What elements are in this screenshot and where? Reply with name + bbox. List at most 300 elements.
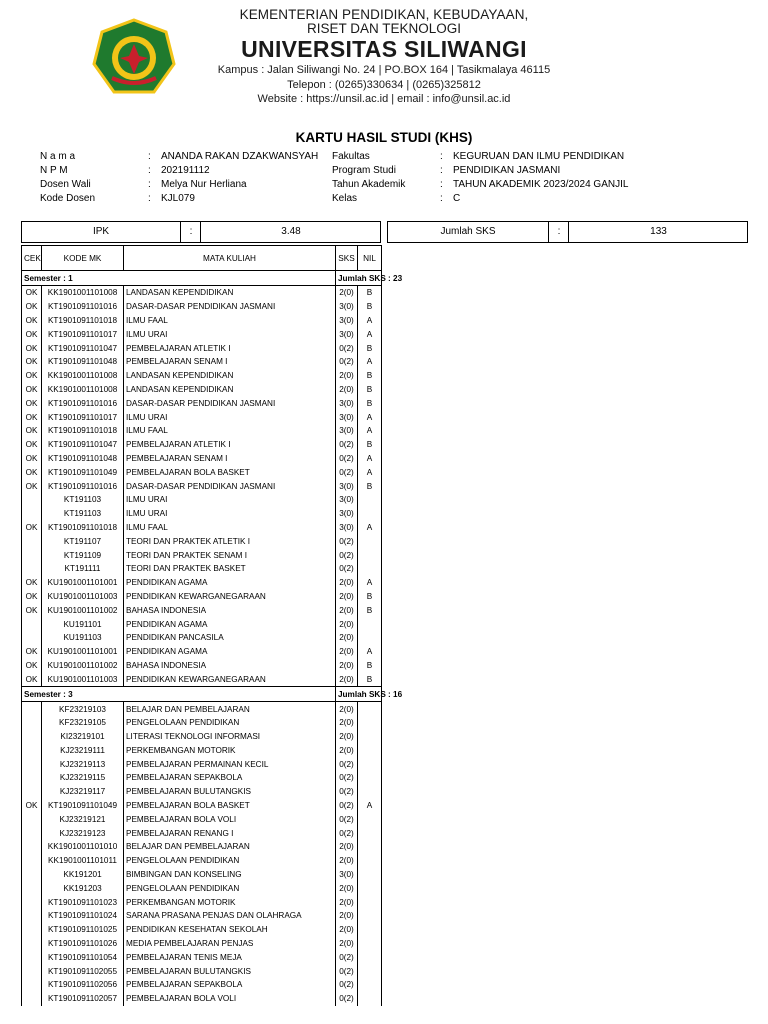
table-row bbox=[22, 396, 382, 410]
nilai-cell: A bbox=[358, 327, 382, 341]
info-label: N P M bbox=[40, 165, 68, 176]
kode-mk-cell: KU191101 bbox=[42, 617, 124, 631]
kode-mk-cell: KU1901001101003 bbox=[42, 672, 124, 686]
semester-header bbox=[22, 687, 382, 702]
table-row bbox=[22, 590, 382, 604]
kode-mk-cell: KT1901091101018 bbox=[42, 521, 124, 535]
info-value: Melya Nur Herliana bbox=[161, 179, 247, 190]
mata-kuliah-cell: PENDIDIKAN KEWARGANEGARAAN bbox=[124, 590, 336, 604]
cek-cell bbox=[22, 534, 42, 548]
sks-cell: 3(0) bbox=[336, 507, 358, 521]
nilai-cell: B bbox=[358, 286, 382, 300]
info-sep: : bbox=[148, 165, 151, 176]
nilai-cell bbox=[358, 631, 382, 645]
mata-kuliah-cell: PERKEMBANGAN MOTORIK bbox=[124, 895, 336, 909]
ministry-line: KEMENTERIAN PENDIDIKAN, KEBUDAYAAN, bbox=[239, 7, 529, 22]
sks-cell: 2(0) bbox=[336, 909, 358, 923]
table-row bbox=[22, 286, 382, 300]
cek-cell bbox=[22, 992, 42, 1006]
nilai-cell: A bbox=[358, 521, 382, 535]
mata-kuliah-cell: ILMU FAAL bbox=[124, 314, 336, 328]
info-label: Program Studi bbox=[332, 165, 396, 176]
mata-kuliah-cell: PEMBELAJARAN SENAM I bbox=[124, 452, 336, 466]
mata-kuliah-cell: PEMBELAJARAN PERMAINAN KECIL bbox=[124, 757, 336, 771]
sks-cell: 3(0) bbox=[336, 396, 358, 410]
kode-mk-cell: KK1901001101011 bbox=[42, 854, 124, 868]
info-sep: : bbox=[148, 151, 151, 162]
table-row bbox=[22, 383, 382, 397]
table-row bbox=[22, 730, 382, 744]
cek-cell: OK bbox=[22, 355, 42, 369]
sks-cell: 0(2) bbox=[336, 992, 358, 1006]
table-row bbox=[22, 757, 382, 771]
nilai-cell: B bbox=[358, 369, 382, 383]
sks-cell: 0(2) bbox=[336, 964, 358, 978]
mata-kuliah-cell: PEMBELAJARAN SEPAKBOLA bbox=[124, 771, 336, 785]
cek-cell: OK bbox=[22, 369, 42, 383]
mata-kuliah-cell: LITERASI TEKNOLOGI INFORMASI bbox=[124, 730, 336, 744]
table-row bbox=[22, 826, 382, 840]
kode-mk-cell: KT1901091101016 bbox=[42, 300, 124, 314]
cek-cell: OK bbox=[22, 576, 42, 590]
cek-cell: OK bbox=[22, 438, 42, 452]
cek-cell bbox=[22, 909, 42, 923]
kode-mk-cell: KJ23219121 bbox=[42, 812, 124, 826]
mata-kuliah-cell: PENDIDIKAN KEWARGANEGARAAN bbox=[124, 672, 336, 686]
mata-kuliah-cell: BAHASA INDONESIA bbox=[124, 603, 336, 617]
table-row bbox=[22, 937, 382, 951]
nilai-cell bbox=[358, 617, 382, 631]
mata-kuliah-cell: DASAR-DASAR PENDIDIKAN JASMANI bbox=[124, 300, 336, 314]
kode-mk-cell: KT1901091102055 bbox=[42, 964, 124, 978]
nilai-cell bbox=[358, 826, 382, 840]
table-row bbox=[22, 923, 382, 937]
info-value: TAHUN AKADEMIK 2023/2024 GANJIL bbox=[453, 179, 629, 190]
semester-label: Semester : 3 bbox=[22, 687, 336, 702]
nilai-cell bbox=[358, 493, 382, 507]
ipk-box bbox=[21, 221, 381, 243]
kode-mk-cell: KU1901001101001 bbox=[42, 645, 124, 659]
info-row bbox=[332, 178, 628, 192]
cek-cell bbox=[22, 617, 42, 631]
nilai-cell bbox=[358, 771, 382, 785]
kode-mk-cell: KF23219105 bbox=[42, 716, 124, 730]
nilai-cell: A bbox=[358, 355, 382, 369]
cek-cell bbox=[22, 978, 42, 992]
cek-cell: OK bbox=[22, 465, 42, 479]
sks-cell: 0(2) bbox=[336, 562, 358, 576]
ipk-sep: : bbox=[180, 222, 201, 242]
cek-cell bbox=[22, 744, 42, 758]
table-row bbox=[22, 355, 382, 369]
table-row bbox=[22, 562, 382, 576]
university-logo bbox=[92, 18, 176, 96]
mata-kuliah-cell: PENDIDIKAN AGAMA bbox=[124, 576, 336, 590]
sks-cell: 0(2) bbox=[336, 341, 358, 355]
table-row bbox=[22, 369, 382, 383]
nilai-cell: B bbox=[358, 672, 382, 686]
kode-mk-cell: KT1901091101016 bbox=[42, 479, 124, 493]
mata-kuliah-cell: PEMBELAJARAN RENANG I bbox=[124, 826, 336, 840]
info-sep: : bbox=[440, 165, 443, 176]
nilai-cell bbox=[358, 562, 382, 576]
cek-cell bbox=[22, 716, 42, 730]
kode-mk-cell: KJ23219113 bbox=[42, 757, 124, 771]
table-row bbox=[22, 300, 382, 314]
nilai-cell: A bbox=[358, 465, 382, 479]
column-header: NIL bbox=[358, 246, 382, 271]
table-row bbox=[22, 964, 382, 978]
nilai-cell: A bbox=[358, 424, 382, 438]
mata-kuliah-cell: TEORI DAN PRAKTEK ATLETIK I bbox=[124, 534, 336, 548]
kode-mk-cell: KT1901091101049 bbox=[42, 465, 124, 479]
sks-cell: 2(0) bbox=[336, 369, 358, 383]
cek-cell bbox=[22, 826, 42, 840]
nilai-cell: A bbox=[358, 314, 382, 328]
student-info-right bbox=[332, 150, 628, 206]
sks-cell: 0(2) bbox=[336, 438, 358, 452]
nilai-cell bbox=[358, 937, 382, 951]
cek-cell bbox=[22, 840, 42, 854]
table-row bbox=[22, 424, 382, 438]
kode-mk-cell: KT1901091101047 bbox=[42, 438, 124, 452]
sks-cell: 0(2) bbox=[336, 355, 358, 369]
kode-mk-cell: KT1901091101018 bbox=[42, 424, 124, 438]
table-row bbox=[22, 465, 382, 479]
table-row bbox=[22, 534, 382, 548]
semester-total: Jumlah SKS : 23 bbox=[336, 271, 382, 286]
mata-kuliah-cell: PEMBELAJARAN BOLA VOLI bbox=[124, 992, 336, 1006]
info-label: N a m a bbox=[40, 151, 76, 162]
table-row bbox=[22, 716, 382, 730]
info-sep: : bbox=[148, 193, 151, 204]
cek-cell: OK bbox=[22, 341, 42, 355]
cek-cell: OK bbox=[22, 410, 42, 424]
cek-cell bbox=[22, 881, 42, 895]
mata-kuliah-cell: PEMBELAJARAN TENIS MEJA bbox=[124, 950, 336, 964]
university-name: UNIVERSITAS SILIWANGI bbox=[241, 36, 527, 62]
info-label: Dosen Wali bbox=[40, 179, 91, 190]
column-header: SKS bbox=[336, 246, 358, 271]
nilai-cell: A bbox=[358, 452, 382, 466]
kode-mk-cell: KT1901091101049 bbox=[42, 799, 124, 813]
nilai-cell bbox=[358, 964, 382, 978]
nilai-cell: A bbox=[358, 645, 382, 659]
kode-mk-cell: KT191107 bbox=[42, 534, 124, 548]
sks-cell: 0(2) bbox=[336, 757, 358, 771]
table-row bbox=[22, 631, 382, 645]
mata-kuliah-cell: SARANA PRASANA PENJAS DAN OLAHRAGA bbox=[124, 909, 336, 923]
sks-cell: 3(0) bbox=[336, 521, 358, 535]
cek-cell: OK bbox=[22, 327, 42, 341]
mata-kuliah-cell: ILMU URAI bbox=[124, 410, 336, 424]
info-sep: : bbox=[440, 193, 443, 204]
sks-label: Jumlah SKS bbox=[440, 226, 496, 237]
cek-cell bbox=[22, 923, 42, 937]
column-header: CEK bbox=[22, 246, 42, 271]
cek-cell: OK bbox=[22, 799, 42, 813]
nilai-cell bbox=[358, 730, 382, 744]
sks-cell: 2(0) bbox=[336, 854, 358, 868]
mata-kuliah-cell: TEORI DAN PRAKTEK SENAM I bbox=[124, 548, 336, 562]
nilai-cell: B bbox=[358, 438, 382, 452]
mata-kuliah-cell: LANDASAN KEPENDIDIKAN bbox=[124, 369, 336, 383]
kode-mk-cell: KT1901091101054 bbox=[42, 950, 124, 964]
kode-mk-cell: KK191203 bbox=[42, 881, 124, 895]
nilai-cell bbox=[358, 854, 382, 868]
table-row bbox=[22, 799, 382, 813]
cek-cell: OK bbox=[22, 521, 42, 535]
sks-cell: 2(0) bbox=[336, 840, 358, 854]
table-row bbox=[22, 327, 382, 341]
mata-kuliah-cell: BELAJAR DAN PEMBELAJARAN bbox=[124, 702, 336, 716]
nilai-cell: A bbox=[358, 410, 382, 424]
mata-kuliah-cell: PEMBELAJARAN BULUTANGKIS bbox=[124, 785, 336, 799]
info-row bbox=[332, 192, 628, 206]
sks-cell: 2(0) bbox=[336, 716, 358, 730]
table-row bbox=[22, 314, 382, 328]
nilai-cell: B bbox=[358, 383, 382, 397]
table-row bbox=[22, 507, 382, 521]
column-header: KODE MK bbox=[42, 246, 124, 271]
mata-kuliah-cell: PEMBELAJARAN BOLA BASKET bbox=[124, 799, 336, 813]
table-row bbox=[22, 576, 382, 590]
website-line: Website : https://unsil.ac.id | email : info@unsil.ac.id bbox=[257, 93, 511, 105]
kode-mk-cell: KK1901001101008 bbox=[42, 383, 124, 397]
nilai-cell bbox=[358, 923, 382, 937]
sks-cell: 3(0) bbox=[336, 493, 358, 507]
sks-cell: 2(0) bbox=[336, 617, 358, 631]
nilai-cell: A bbox=[358, 799, 382, 813]
sks-cell: 3(0) bbox=[336, 424, 358, 438]
mata-kuliah-cell: DASAR-DASAR PENDIDIKAN JASMANI bbox=[124, 396, 336, 410]
mata-kuliah-cell: PEMBELAJARAN BOLA VOLI bbox=[124, 812, 336, 826]
cek-cell bbox=[22, 868, 42, 882]
sks-cell: 0(2) bbox=[336, 548, 358, 562]
kode-mk-cell: KJ23219111 bbox=[42, 744, 124, 758]
kode-mk-cell: KU1901001101002 bbox=[42, 659, 124, 673]
column-header: MATA KULIAH bbox=[124, 246, 336, 271]
mata-kuliah-cell: PEMBELAJARAN BOLA BASKET bbox=[124, 465, 336, 479]
mata-kuliah-cell: ILMU URAI bbox=[124, 327, 336, 341]
table-row bbox=[22, 479, 382, 493]
table-row bbox=[22, 493, 382, 507]
grades-table bbox=[21, 245, 403, 1006]
info-row bbox=[40, 178, 318, 192]
sks-cell: 0(2) bbox=[336, 826, 358, 840]
nilai-cell: B bbox=[358, 396, 382, 410]
table-row bbox=[22, 868, 382, 882]
mata-kuliah-cell: PENGELOLAAN PENDIDIKAN bbox=[124, 716, 336, 730]
table-row bbox=[22, 548, 382, 562]
table-row bbox=[22, 617, 382, 631]
cek-cell bbox=[22, 812, 42, 826]
sks-cell: 0(2) bbox=[336, 534, 358, 548]
info-sep: : bbox=[440, 151, 443, 162]
kode-mk-cell: KK191201 bbox=[42, 868, 124, 882]
table-row bbox=[22, 895, 382, 909]
table-row bbox=[22, 521, 382, 535]
info-row bbox=[40, 150, 318, 164]
sks-cell: 3(0) bbox=[336, 327, 358, 341]
sks-cell: 2(0) bbox=[336, 576, 358, 590]
ministry-line-2: RISET DAN TEKNOLOGI bbox=[306, 21, 462, 36]
nilai-cell bbox=[358, 785, 382, 799]
mata-kuliah-cell: BIMBINGAN DAN KONSELING bbox=[124, 868, 336, 882]
table-row bbox=[22, 992, 382, 1006]
table-row bbox=[22, 410, 382, 424]
nilai-cell: B bbox=[358, 603, 382, 617]
sks-cell: 3(0) bbox=[336, 410, 358, 424]
info-sep: : bbox=[148, 179, 151, 190]
letterhead bbox=[0, 0, 768, 112]
info-label: Fakultas bbox=[332, 151, 370, 162]
cek-cell bbox=[22, 631, 42, 645]
nilai-cell bbox=[358, 840, 382, 854]
nilai-cell bbox=[358, 950, 382, 964]
info-label: Kelas bbox=[332, 193, 358, 204]
mata-kuliah-cell: PENDIDIKAN AGAMA bbox=[124, 645, 336, 659]
kode-mk-cell: KT1901091101025 bbox=[42, 923, 124, 937]
cek-cell: OK bbox=[22, 286, 42, 300]
nilai-cell bbox=[358, 812, 382, 826]
nilai-cell bbox=[358, 881, 382, 895]
kode-mk-cell: KT1901091101018 bbox=[42, 314, 124, 328]
table-row bbox=[22, 645, 382, 659]
mata-kuliah-cell: LANDASAN KEPENDIDIKAN bbox=[124, 383, 336, 397]
nilai-cell bbox=[358, 702, 382, 716]
nilai-cell bbox=[358, 992, 382, 1006]
info-row bbox=[40, 192, 318, 206]
kode-mk-cell: KT1901091101023 bbox=[42, 895, 124, 909]
cek-cell bbox=[22, 562, 42, 576]
cek-cell bbox=[22, 785, 42, 799]
cek-cell: OK bbox=[22, 383, 42, 397]
table-row bbox=[22, 702, 382, 716]
table-row bbox=[22, 950, 382, 964]
nilai-cell bbox=[358, 744, 382, 758]
letterhead-text bbox=[200, 8, 568, 107]
sks-cell: 2(0) bbox=[336, 672, 358, 686]
sks-cell: 3(0) bbox=[336, 314, 358, 328]
kode-mk-cell: KU191103 bbox=[42, 631, 124, 645]
kode-mk-cell: KK1901001101008 bbox=[42, 286, 124, 300]
cek-cell bbox=[22, 964, 42, 978]
sks-cell: 2(0) bbox=[336, 923, 358, 937]
nilai-cell bbox=[358, 868, 382, 882]
sks-cell: 2(0) bbox=[336, 603, 358, 617]
kode-mk-cell: KT1901091102056 bbox=[42, 978, 124, 992]
semester-total: Jumlah SKS : 16 bbox=[336, 687, 382, 702]
mata-kuliah-cell: PEMBELAJARAN ATLETIK I bbox=[124, 341, 336, 355]
cek-cell: OK bbox=[22, 672, 42, 686]
mata-kuliah-cell: ILMU URAI bbox=[124, 507, 336, 521]
nilai-cell: B bbox=[358, 300, 382, 314]
cek-cell bbox=[22, 895, 42, 909]
mata-kuliah-cell: PERKEMBANGAN MOTORIK bbox=[124, 744, 336, 758]
info-value: KJL079 bbox=[161, 193, 195, 204]
campus-address: Kampus : Jalan Siliwangi No. 24 | PO.BOX 164 | Tasikmalaya 46115 bbox=[217, 64, 551, 76]
sks-cell: 3(0) bbox=[336, 300, 358, 314]
kode-mk-cell: KT1901091101017 bbox=[42, 410, 124, 424]
sks-cell: 2(0) bbox=[336, 744, 358, 758]
sks-box bbox=[387, 221, 748, 243]
cek-cell: OK bbox=[22, 452, 42, 466]
info-row bbox=[332, 150, 628, 164]
sks-cell: 2(0) bbox=[336, 645, 358, 659]
kode-mk-cell: KT191111 bbox=[42, 562, 124, 576]
mata-kuliah-cell: PEMBELAJARAN ATLETIK I bbox=[124, 438, 336, 452]
kode-mk-cell: KT191103 bbox=[42, 507, 124, 521]
table-row bbox=[22, 881, 382, 895]
sks-cell: 2(0) bbox=[336, 590, 358, 604]
kode-mk-cell: KT1901091101048 bbox=[42, 452, 124, 466]
cek-cell bbox=[22, 854, 42, 868]
mata-kuliah-cell: PENDIDIKAN PANCASILA bbox=[124, 631, 336, 645]
sks-cell: 2(0) bbox=[336, 631, 358, 645]
mata-kuliah-cell: PEMBELAJARAN BULUTANGKIS bbox=[124, 964, 336, 978]
sks-cell: 2(0) bbox=[336, 383, 358, 397]
kode-mk-cell: KK1901001101010 bbox=[42, 840, 124, 854]
kode-mk-cell: KT1901091101024 bbox=[42, 909, 124, 923]
table-row bbox=[22, 978, 382, 992]
mata-kuliah-cell: BAHASA INDONESIA bbox=[124, 659, 336, 673]
mata-kuliah-cell: PEMBELAJARAN SEPAKBOLA bbox=[124, 978, 336, 992]
info-value: 202191112 bbox=[161, 165, 210, 176]
nilai-cell: B bbox=[358, 479, 382, 493]
sks-cell: 0(2) bbox=[336, 799, 358, 813]
table-row bbox=[22, 438, 382, 452]
semester-header bbox=[22, 271, 382, 286]
sks-cell: 2(0) bbox=[336, 702, 358, 716]
cek-cell bbox=[22, 507, 42, 521]
cek-cell: OK bbox=[22, 659, 42, 673]
sks-cell: 0(2) bbox=[336, 812, 358, 826]
table-row bbox=[22, 341, 382, 355]
mata-kuliah-cell: ILMU FAAL bbox=[124, 521, 336, 535]
nilai-cell: B bbox=[358, 590, 382, 604]
kode-mk-cell: KT1901091101017 bbox=[42, 327, 124, 341]
info-row bbox=[40, 164, 318, 178]
sks-cell: 0(2) bbox=[336, 950, 358, 964]
table-row bbox=[22, 771, 382, 785]
info-value: ANANDA RAKAN DZAKWANSYAH bbox=[161, 151, 319, 162]
mata-kuliah-cell: ILMU FAAL bbox=[124, 424, 336, 438]
nilai-cell: B bbox=[358, 659, 382, 673]
cek-cell bbox=[22, 730, 42, 744]
info-label: Kode Dosen bbox=[40, 193, 96, 204]
sks-value: 133 bbox=[568, 222, 748, 242]
table-row bbox=[22, 812, 382, 826]
cek-cell bbox=[22, 702, 42, 716]
kode-mk-cell: KT191103 bbox=[42, 493, 124, 507]
nilai-cell bbox=[358, 895, 382, 909]
ipk-value: 3.48 bbox=[200, 222, 381, 242]
mata-kuliah-cell: PENGELOLAAN PENDIDIKAN bbox=[124, 854, 336, 868]
kode-mk-cell: KU1901001101003 bbox=[42, 590, 124, 604]
sks-cell: 0(2) bbox=[336, 465, 358, 479]
cek-cell bbox=[22, 757, 42, 771]
kode-mk-cell: KK1901001101008 bbox=[42, 369, 124, 383]
info-row bbox=[332, 164, 628, 178]
kode-mk-cell: KT1901091101016 bbox=[42, 396, 124, 410]
table-row bbox=[22, 452, 382, 466]
kode-mk-cell: KF23219103 bbox=[42, 702, 124, 716]
cek-cell: OK bbox=[22, 396, 42, 410]
sks-cell: 2(0) bbox=[336, 730, 358, 744]
info-label: Tahun Akademik bbox=[332, 179, 406, 190]
kode-mk-cell: KI23219101 bbox=[42, 730, 124, 744]
